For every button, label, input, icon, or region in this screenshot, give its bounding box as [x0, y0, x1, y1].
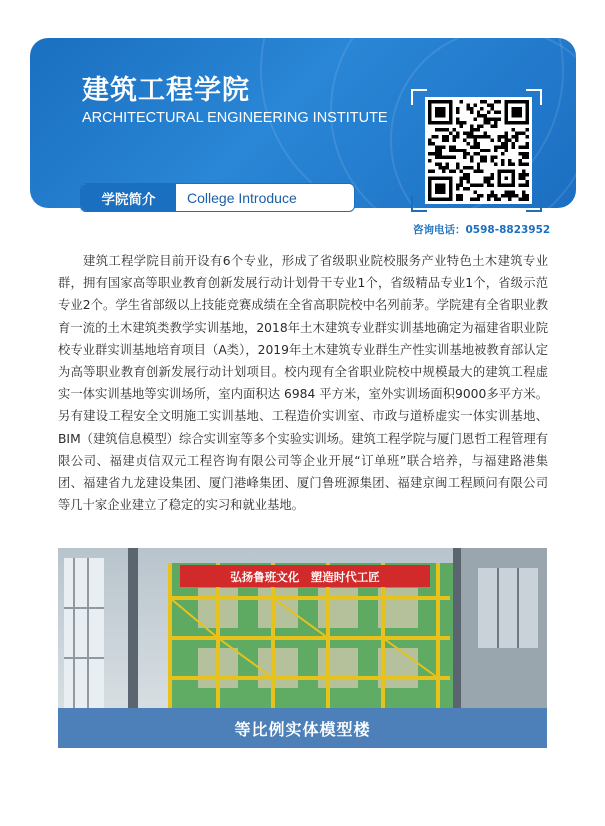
page-subtitle: ARCHITECTURAL ENGINEERING INSTITUTE	[82, 110, 388, 126]
intro-paragraph: 建筑工程学院目前开设有6个专业，形成了省级职业院校服务产业特色土木建筑专业群，拥有国家高等职业教育创新发展行动计划骨干专业1个，省级精品专业1个，省级示范专业2个。学生省部级以上技能竞赛成绩在全省高职院校中名列前茅。学院建有全省职业教育一流的土木建筑类教学实训基地，2018年土木建筑专业群实训基地确定为福建省职业院校专业群实训基地培育项目（A类），2019年土木建筑专业群生产性实训基地被教育部认定为高等职业教育创新发展行动计划项目。校内现有全省职业院校中规模最大的建筑工程虚实一体实训基地等实训场所，室内面积达 6984 平方米，室外实训场面积9000多平方米。另有建设工程安全文明施工实训基地、工程造价实训室、市政与道桥虚实一体实训基地、BIM（建筑信息模型）综合实训室等多个实验实训场。建筑工程学院与厦门恩哲工程管理有限公司、福建贞信双元工程咨询有限公司等企业开展“订单班”联合培养，与福建路港集团、福建省九龙建设集团、厦门港峰集团、厦门鲁班源集团、福建京闽工程顾问有限公司等几十家企业建立了稳定的实习和就业基地。	[58, 254, 548, 513]
page-title: 建筑工程学院	[82, 75, 250, 106]
caption-strip	[58, 708, 547, 748]
section-label-en: College Introduce	[187, 189, 297, 206]
photo-banner-text: 弘扬鲁班文化 塑造时代工匠	[230, 570, 380, 584]
qr-code-icon[interactable]	[425, 97, 532, 204]
qr-code-frame	[411, 89, 542, 212]
section-label-cn: 学院简介	[81, 184, 176, 211]
section-header	[80, 183, 355, 212]
photo-caption: 等比例实体模型楼	[234, 719, 371, 739]
contact-phone: 咨询电话：0598-8823952	[413, 224, 551, 236]
training-building-photo	[58, 548, 547, 748]
